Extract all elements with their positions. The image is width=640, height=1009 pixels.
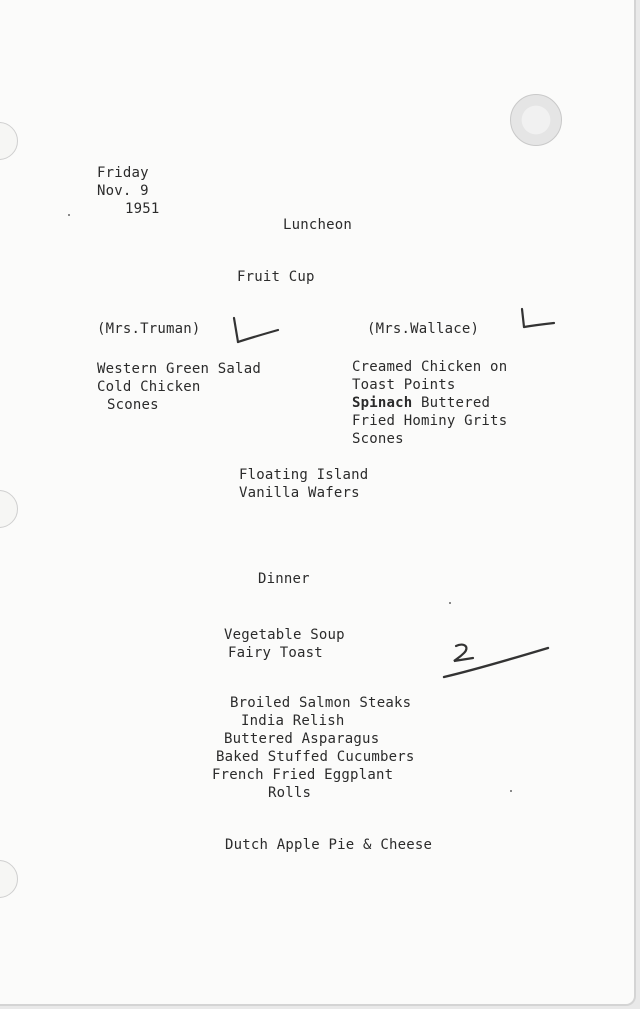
luncheon-left-name: (Mrs.Truman) (97, 321, 201, 337)
luncheon-left-item: Western Green Salad (97, 361, 261, 377)
date-month-day: Nov. 9 (97, 183, 149, 199)
date-year: 1951 (125, 201, 160, 217)
binder-hole-middle (0, 490, 18, 528)
truman-tally-mark (226, 314, 282, 348)
dinner-count-mark (440, 640, 552, 684)
luncheon-right-item: Fried Hominy Grits (352, 413, 508, 429)
luncheon-right-spinach-line (352, 394, 490, 412)
luncheon-right-item: Toast Points (352, 377, 456, 393)
dinner-dessert: Dutch Apple Pie & Cheese (225, 837, 433, 853)
dinner-main-item: Broiled Salmon Steaks (230, 695, 412, 711)
binder-hole-bottom (0, 860, 18, 898)
dinner-main-item: India Relish (241, 713, 345, 729)
date-day: Friday (97, 165, 149, 181)
luncheon-right-name: (Mrs.Wallace) (367, 321, 480, 337)
buttered-word: Buttered (421, 395, 491, 411)
ink-speck (510, 790, 512, 792)
dinner-main-item: Buttered Asparagus (224, 731, 380, 747)
luncheon-first-course: Fruit Cup (237, 269, 315, 285)
luncheon-left-item: Scones (107, 397, 159, 413)
dinner-main-item: French Fried Eggplant (212, 767, 394, 783)
dinner-main-item: Baked Stuffed Cucumbers (216, 749, 415, 765)
dinner-heading: Dinner (258, 571, 310, 587)
luncheon-right-item: Scones (352, 431, 404, 447)
dinner-main-item: Rolls (268, 785, 312, 801)
spinach-word: Spinach (352, 395, 413, 411)
luncheon-heading: Luncheon (283, 217, 353, 233)
wallace-tally-mark (512, 306, 558, 332)
archive-stamp-seal (510, 94, 562, 146)
luncheon-right-item: Creamed Chicken on (352, 359, 508, 375)
ink-speck (68, 214, 70, 216)
dinner-first-course: Fairy Toast (228, 645, 323, 661)
luncheon-dessert: Floating Island (239, 467, 369, 483)
luncheon-left-item: Cold Chicken (97, 379, 201, 395)
dinner-first-course: Vegetable Soup (224, 627, 345, 643)
ink-speck (449, 602, 451, 604)
binder-hole-top (0, 122, 18, 160)
luncheon-dessert: Vanilla Wafers (239, 485, 360, 501)
